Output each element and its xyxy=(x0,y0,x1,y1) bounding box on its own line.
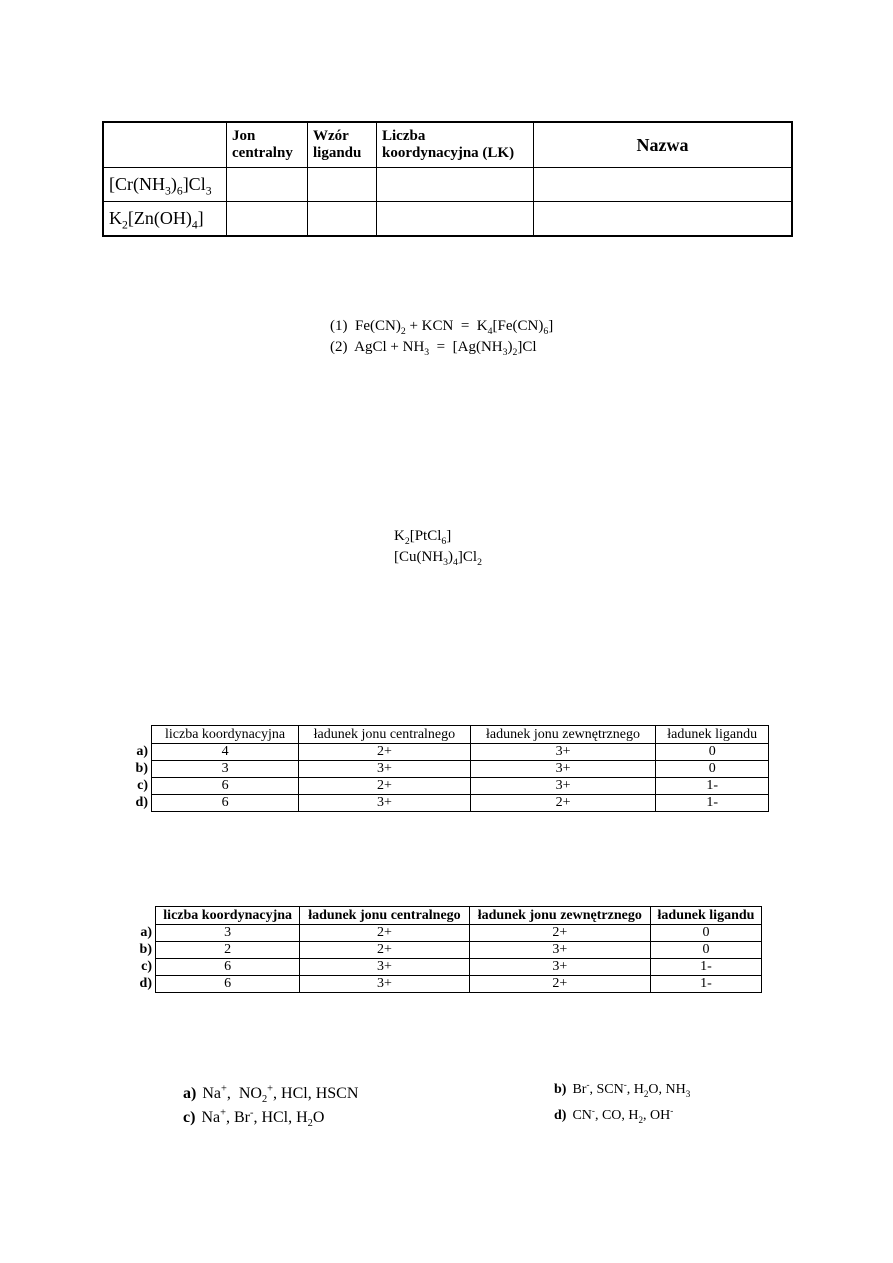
cell: 2+ xyxy=(470,795,656,812)
cell: 1- xyxy=(656,795,769,812)
complex-compounds-table xyxy=(102,121,793,237)
choice-a[interactable]: a) Na+, $NO_2^+$, HCl, HSCN xyxy=(183,1083,359,1106)
answer-cell[interactable] xyxy=(308,202,377,237)
header-ligand-charge: ładunek ligandu xyxy=(656,726,769,744)
table-header-row xyxy=(124,726,769,744)
header-outer-ion-charge: ładunek jonu zewnętrznego xyxy=(470,726,656,744)
table-row[interactable] xyxy=(124,744,769,761)
cell: 0 xyxy=(651,942,762,959)
cell: 3+ xyxy=(299,795,471,812)
cell: 3 xyxy=(152,761,299,778)
choice-label: d) xyxy=(554,1108,567,1123)
cell: 2+ xyxy=(469,976,650,993)
reaction-2: (2) AgCl + $NH_3 = [Ag(NH_3)_2]Cl$ xyxy=(330,339,537,358)
cell: 6 xyxy=(156,976,300,993)
header-coordination-number: Liczba koordynacyjna (LK) xyxy=(377,122,534,168)
answer-cell[interactable] xyxy=(534,168,793,202)
cell: 3+ xyxy=(469,959,650,976)
answer-cell[interactable] xyxy=(377,168,534,202)
answer-cell[interactable] xyxy=(308,168,377,202)
cell: 1- xyxy=(651,959,762,976)
table-row[interactable] xyxy=(128,959,762,976)
compound-cell: $[Cr(NH_3)_6]Cl_3$ xyxy=(103,168,227,202)
empty-header-cell xyxy=(128,907,156,925)
choice-label: a) xyxy=(183,1085,197,1102)
option-label: a) xyxy=(136,744,148,759)
reaction-1: (1) $Fe(CN)_2$ + KCN = $K_4[Fe(CN)_6]$ xyxy=(330,318,554,337)
table-row[interactable] xyxy=(128,942,762,959)
table-header-row xyxy=(103,122,792,168)
reactions-list xyxy=(330,316,553,358)
cell: 2+ xyxy=(299,778,471,795)
header-name: Nazwa xyxy=(534,122,793,168)
header-central-ion-charge: ładunek jonu centralnego xyxy=(299,726,471,744)
choice-d[interactable]: d) CN-, CO, $H_2$, OH- xyxy=(554,1105,674,1125)
table-header-row xyxy=(128,907,762,925)
option-label: c) xyxy=(141,959,152,974)
cell: 0 xyxy=(656,761,769,778)
cell: 6 xyxy=(152,778,299,795)
option-label: a) xyxy=(140,925,152,940)
cell: 1- xyxy=(651,976,762,993)
header-coordination-number: liczba koordynacyjna xyxy=(152,726,299,744)
table-row[interactable] xyxy=(128,976,762,993)
table-row xyxy=(103,202,792,237)
header-coordination-number: liczba koordynacyjna xyxy=(156,907,300,925)
cell: 3+ xyxy=(300,959,469,976)
option-label: d) xyxy=(135,795,148,810)
table-row[interactable] xyxy=(124,761,769,778)
cell: 2+ xyxy=(469,925,650,942)
option-label: c) xyxy=(137,778,148,793)
cell: 6 xyxy=(156,959,300,976)
table-row[interactable] xyxy=(128,925,762,942)
header-ligand-formula: Wzór ligandu xyxy=(308,122,377,168)
answer-cell[interactable] xyxy=(227,168,308,202)
compound-cell: $K_2[Zn(OH)_4]$ xyxy=(103,202,227,237)
options-table-1 xyxy=(124,725,769,812)
cell: 1- xyxy=(656,778,769,795)
cell: 2+ xyxy=(300,942,469,959)
header-central-ion-charge: ładunek jonu centralnego xyxy=(300,907,469,925)
cell: 3+ xyxy=(470,778,656,795)
options-table-2 xyxy=(128,906,762,993)
answer-cell[interactable] xyxy=(534,202,793,237)
empty-header-cell xyxy=(124,726,152,744)
cell: 3 xyxy=(156,925,300,942)
answer-cell[interactable] xyxy=(377,202,534,237)
option-label: b) xyxy=(135,761,148,776)
formulas-list xyxy=(394,526,482,568)
header-outer-ion-charge: ładunek jonu zewnętrznego xyxy=(469,907,650,925)
cell: 3+ xyxy=(469,942,650,959)
header-central-ion: Jon centralny xyxy=(227,122,308,168)
choice-b[interactable]: b) Br-, SCN-, $H_2O$, $NH_3$ xyxy=(554,1079,691,1099)
choice-c[interactable]: c) Na+, Br-, HCl, $H_2O$ xyxy=(183,1107,325,1130)
table-row[interactable] xyxy=(124,778,769,795)
cell: 6 xyxy=(152,795,299,812)
cell: 3+ xyxy=(470,761,656,778)
cell: 3+ xyxy=(300,976,469,993)
header-ligand-charge: ładunek ligandu xyxy=(651,907,762,925)
option-label: d) xyxy=(139,976,152,991)
table-row[interactable] xyxy=(124,795,769,812)
cell: 0 xyxy=(651,925,762,942)
cell: 0 xyxy=(656,744,769,761)
cell: 2+ xyxy=(299,744,471,761)
table-row xyxy=(103,168,792,202)
cell: 3+ xyxy=(299,761,471,778)
choice-label: c) xyxy=(183,1109,196,1126)
formula-1: $K_2[PtCl_6]$ xyxy=(394,528,452,547)
cell: 2 xyxy=(156,942,300,959)
cell: 3+ xyxy=(470,744,656,761)
empty-header-cell xyxy=(103,122,227,168)
formula-2: $[Cu(NH_3)_4]Cl_2$ xyxy=(394,549,482,568)
answer-cell[interactable] xyxy=(227,202,308,237)
option-label: b) xyxy=(139,942,152,957)
cell: 2+ xyxy=(300,925,469,942)
choice-label: b) xyxy=(554,1082,567,1097)
cell: 4 xyxy=(152,744,299,761)
